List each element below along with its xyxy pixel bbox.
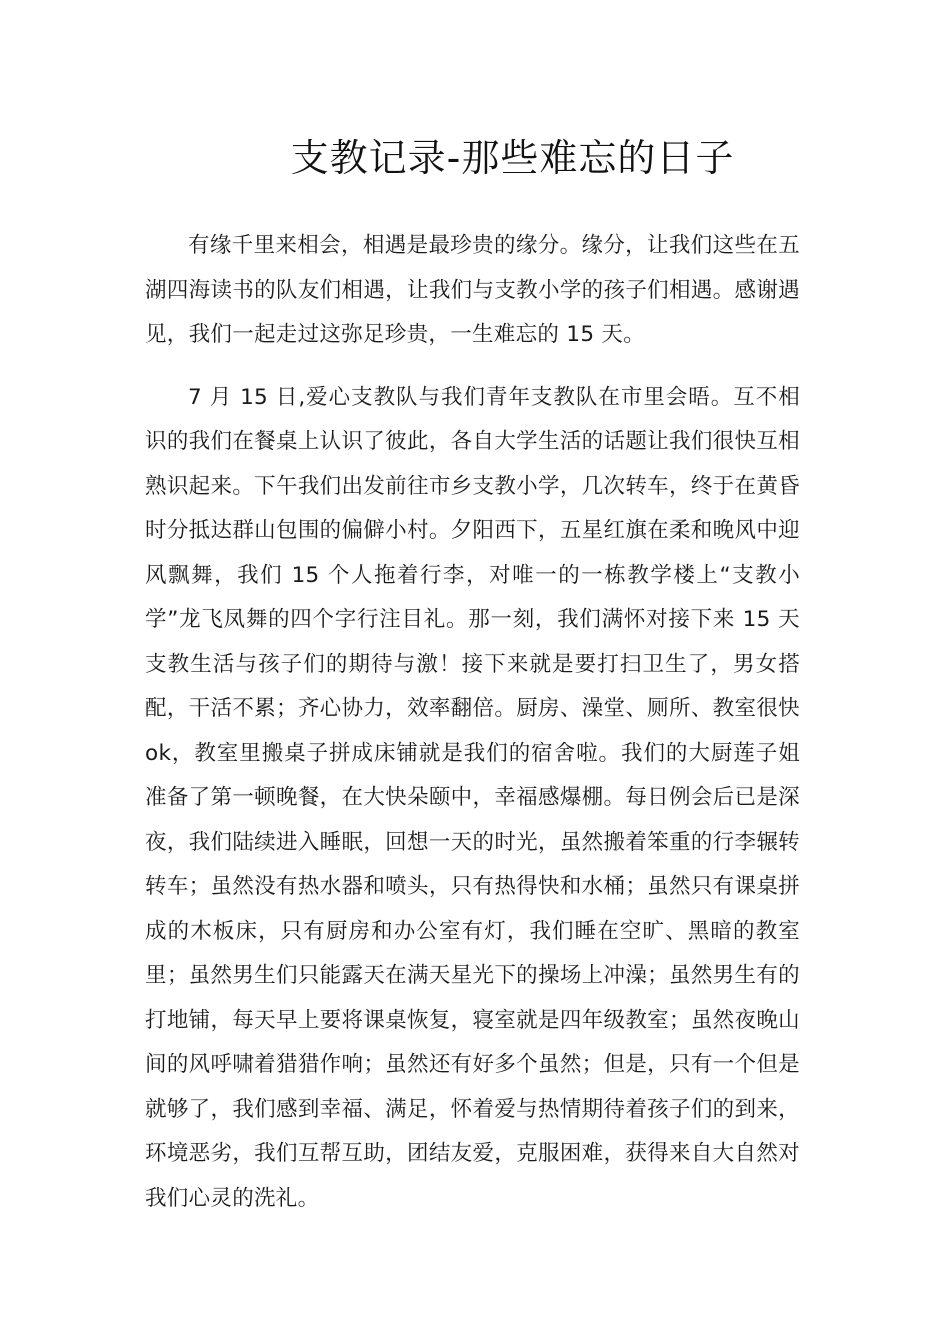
document-title: 支教记录-那些难忘的日子 [290, 136, 735, 180]
document-body [145, 224, 800, 1221]
paragraph-journey: 7 月 15 日,爱心支教队与我们青年支教队在市里会晤。互不相识的我们在餐桌上认识了彼此，各自大学生活的话题让我们很快互相熟识起来。下午我们出发前往市乡支教小学，几次转车，终于在黄昏时分抵达群山包围的偏僻小村。夕阳西下，五星红旗在柔和晚风中迎风飘舞，我们 15 个人拖着行李，对唯一的一栋教学楼上“支教小学”龙飞凤舞的四个字行注目礼。那一刻，我们满怀对接下来 15 天支教生活与孩子们的期待与激！接下来就是要打扫卫生了，男女搭配，干活不累；齐心协力，效率翻倍。厨房、澡堂、厕所、教室很快 ok，教室里搬桌子拼成床铺就是我们的宿舍啦。我们的大厨莲子姐准备了第一顿晚餐，在大快朵颐中，幸福感爆棚。每日例会后已是深夜，我们陆续进入睡眠，回想一天的时光，虽然搬着笨重的行李辗转转车；虽然没有热水器和喷头，只有热得快和水桶；虽然只有课桌拼成的木板床，只有厨房和办公室有灯，我们睡在空旷、黑暗的教室里；虽然男生们只能露天在满天星光下的操场上冲澡；虽然男生有的打地铺，每天早上要将课桌恢复，寝室就是四年级教室；虽然夜晚山间的风呼啸着猎猎作响；虽然还有好多个虽然；但是，只有一个但是就够了，我们感到幸福、满足，怀着爱与热情期待着孩子们的到来，环境恶劣，我们互帮互助，团结友爱，克服困难，获得来自大自然对我们心灵的洗礼。 [145, 384, 800, 1211]
paragraph-intro: 有缘千里来相会，相遇是最珍贵的缘分。缘分，让我们这些在五湖四海读书的队友们相遇，让我们与支教小学的孩子们相遇。感谢遇见，我们一起走过这弥足珍贵，一生难忘的 15 天。 [145, 233, 800, 347]
